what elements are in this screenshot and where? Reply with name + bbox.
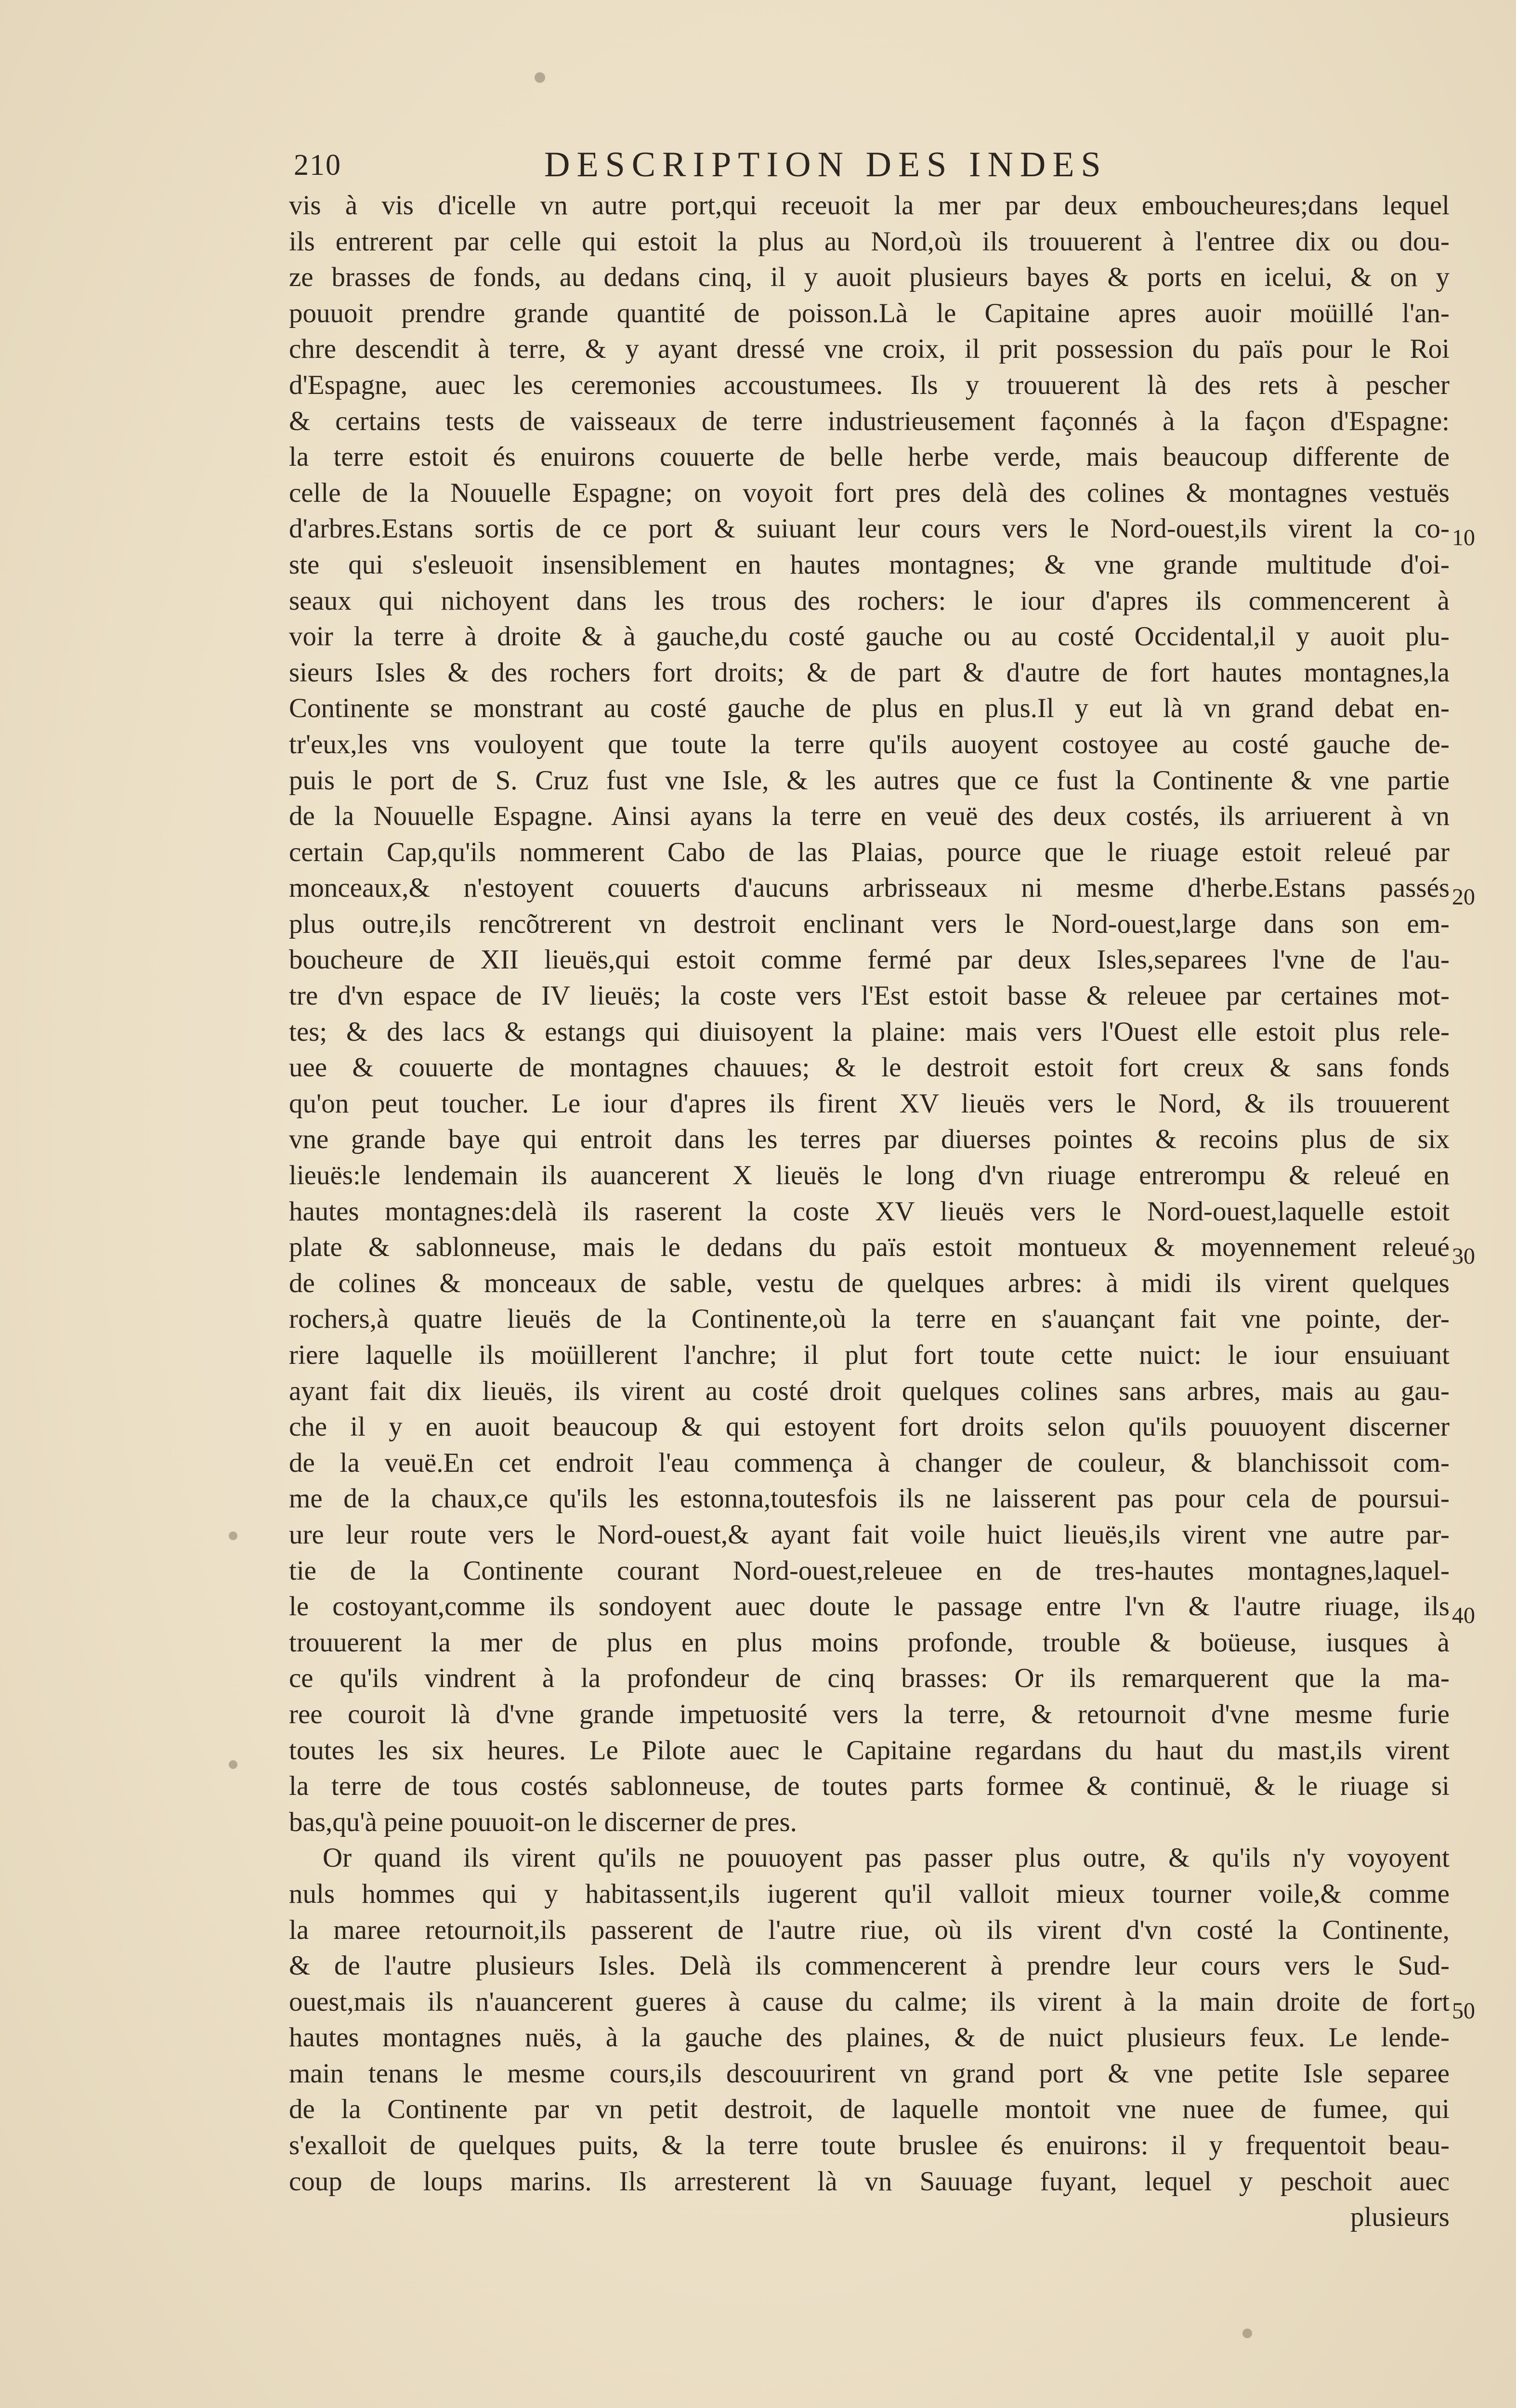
text-line: lieuës:le lendemain ils auancerent X lieuës le long d'vn riuage entrerompu & releué en bbox=[289, 1160, 1450, 1191]
text-line: seaux qui nichoyent dans les trous des rochers: le iour d'apres ils commencerent à bbox=[289, 585, 1450, 616]
text-line: nuls hommes qui y habitassent,ils iugerent qu'il valloit mieux tourner voile,& comme bbox=[289, 1878, 1450, 1909]
text-line: Or quand ils virent qu'ils ne pouuoyent pas passer plus outre, & qu'ils n'y voyoyent bbox=[323, 1843, 1450, 1873]
text-line: la maree retournoit,ils passerent de l'autre riue, où ils virent d'vn costé la Continente, bbox=[289, 1914, 1450, 1945]
text-line: ce qu'ils vindrent à la profondeur de cinq brasses: Or ils remarquerent que la ma- bbox=[289, 1663, 1450, 1694]
margin-line-number: 40 bbox=[1452, 1603, 1475, 1628]
text-line: la terre de tous costés sablonneuse, de toutes parts formee & continuë, & le riuage si bbox=[289, 1771, 1450, 1802]
text-line: qu'on peut toucher. Le iour d'apres ils firent XV lieuës vers le Nord, & ils trouuerent bbox=[289, 1088, 1450, 1119]
text-line: ze brasses de fonds, au dedans cinq, il y auoit plusieurs bayes & ports en icelui, & on y bbox=[289, 262, 1450, 293]
text-line: voir la terre à droite & à gauche,du costé gauche ou au costé Occidental,il y auoit plu- bbox=[289, 621, 1450, 652]
text-line: bas,qu'à peine pouuoit-on le discerner de pres. bbox=[289, 1806, 797, 1837]
text-line: d'arbres.Estans sortis de ce port & suiuant leur cours vers le Nord-ouest,ils virent la co- bbox=[289, 513, 1450, 544]
ink-spot bbox=[1242, 2329, 1252, 2338]
text-line: riere laquelle ils moüillerent l'anchre; il plut fort toute cette nuict: le iour ensuiuant bbox=[289, 1340, 1450, 1370]
text-line: de la veuë.En cet endroit l'eau commença à changer de couleur, & blanchissoit com- bbox=[289, 1447, 1450, 1478]
margin-line-number: 10 bbox=[1452, 525, 1475, 550]
text-line: certain Cap,qu'ils nommerent Cabo de las Plaias, pource que le riuage estoit releué par bbox=[289, 837, 1450, 867]
text-line: uee & couuerte de montagnes chauues; & le destroit estoit fort creux & sans fonds bbox=[289, 1052, 1450, 1083]
text-line: ils entrerent par celle qui estoit la plus au Nord,où ils trouuerent à l'entree dix ou dou- bbox=[289, 226, 1450, 257]
ink-spot bbox=[229, 1531, 237, 1540]
text-line: pouuoit prendre grande quantité de poisson.Là le Capitaine apres auoir moüillé l'an- bbox=[289, 298, 1450, 328]
text-line: la terre estoit és enuirons couuerte de belle herbe verde, mais beaucoup differente de bbox=[289, 442, 1450, 472]
text-line: main tenans le mesme cours,ils descouurirent vn grand port & vne petite Isle separee bbox=[289, 2058, 1450, 2089]
text-line: plus outre,ils rencõtrerent vn destroit enclinant vers le Nord-ouest,large dans son em- bbox=[289, 908, 1450, 939]
page-number: 210 bbox=[294, 149, 341, 182]
ink-spot bbox=[535, 72, 545, 83]
catchword: plusieurs bbox=[1350, 2202, 1450, 2233]
text-line: boucheure de XII lieuës,qui estoit comme fermé par deux Isles,separees l'vne de l'au- bbox=[289, 944, 1450, 975]
text-line: che il y en auoit beaucoup & qui estoyent fort droits selon qu'ils pouuoyent discerner bbox=[289, 1412, 1450, 1442]
text-line: hautes montagnes:delà ils raserent la coste XV lieuës vers le Nord-ouest,laquelle estoit bbox=[289, 1196, 1450, 1227]
text-line: d'Espagne, auec les ceremonies accoustumees. Ils y trouuerent là des rets à pescher bbox=[289, 369, 1450, 400]
text-line: tie de la Continente courant Nord-ouest,releuee en de tres-hautes montagnes,laquel- bbox=[289, 1555, 1450, 1586]
text-line: celle de la Nouuelle Espagne; on voyoit fort pres delà des colines & montagnes vestuës bbox=[289, 477, 1450, 508]
ink-spot bbox=[229, 1760, 237, 1769]
text-line: tre d'vn espace de IV lieuës; la coste vers l'Est estoit basse & releuee par certaines mot- bbox=[289, 981, 1450, 1011]
page-title: DESCRIPTION DES INDES bbox=[544, 145, 1108, 184]
text-line: tr'eux,les vns vouloyent que toute la terre qu'ils auoyent costoyee au costé gauche de- bbox=[289, 729, 1450, 759]
running-head bbox=[294, 144, 1257, 188]
text-line: & de l'autre plusieurs Isles. Delà ils commencerent à prendre leur cours vers le Sud- bbox=[289, 1950, 1450, 1981]
margin-line-number: 20 bbox=[1452, 884, 1475, 910]
text-line: ste qui s'esleuoit insensiblement en hautes montagnes; & vne grande multitude d'oi- bbox=[289, 549, 1450, 580]
text-line: & certains tests de vaisseaux de terre industrieusement façonnés à la façon d'Espagne: bbox=[289, 406, 1450, 436]
text-line: rochers,à quatre lieuës de la Continente,où la terre en s'auançant fait vne pointe, der- bbox=[289, 1304, 1450, 1335]
text-line: ure leur route vers le Nord-ouest,& ayant fait voile huict lieuës,ils virent vne autre par- bbox=[289, 1519, 1450, 1550]
text-line: chre descendit à terre, & y ayant dressé vne croix, il prit possession du païs pour le Roi bbox=[289, 334, 1450, 365]
text-line: s'exalloit de quelques puits, & la terre toute bruslee és enuirons: il y frequentoit beau- bbox=[289, 2130, 1450, 2161]
text-line: ree couroit là d'vne grande impetuosité vers la terre, & retournoit d'vne mesme furie bbox=[289, 1699, 1450, 1729]
margin-line-number: 50 bbox=[1452, 1998, 1475, 2024]
text-line: Continente se monstrant au costé gauche de plus en plus.Il y eut là vn grand debat en- bbox=[289, 693, 1450, 724]
text-line: coup de loups marins. Ils arresterent là vn Sauuage fuyant, lequel y peschoit auec bbox=[289, 2166, 1450, 2197]
text-line: me de la chaux,ce qu'ils les estonna,toutesfois ils ne laisserent pas pour cela de poursui- bbox=[289, 1483, 1450, 1514]
text-line: tes; & des lacs & estangs qui diuisoyent la plaine: mais vers l'Ouest elle estoit plus rele- bbox=[289, 1016, 1450, 1047]
text-line: le costoyant,comme ils sondoyent auec doute le passage entre l'vn & l'autre riuage, ils bbox=[289, 1591, 1450, 1622]
text-line: de colines & monceaux de sable, vestu de quelques arbres: à midi ils virent quelques bbox=[289, 1268, 1450, 1298]
text-line: vne grande baye qui entroit dans les terres par diuerses pointes & recoins plus de six bbox=[289, 1124, 1450, 1155]
body-text bbox=[289, 188, 1450, 2236]
text-line: monceaux,& n'estoyent couuerts d'aucuns arbrisseaux ni mesme d'herbe.Estans passés bbox=[289, 873, 1450, 903]
text-line: plate & sablonneuse, mais le dedans du païs estoit montueux & moyennement releué bbox=[289, 1232, 1450, 1263]
text-line: toutes les six heures. Le Pilote auec le Capitaine regardans du haut du mast,ils virent bbox=[289, 1735, 1450, 1766]
text-line: ouest,mais ils n'auancerent gueres à cause du calme; ils virent à la main droite de fort bbox=[289, 1986, 1450, 2017]
text-line: vis à vis d'icelle vn autre port,qui receuoit la mer par deux emboucheures;dans lequel bbox=[289, 190, 1450, 221]
text-line: trouuerent la mer de plus en plus moins profonde, trouble & boüeuse, iusques à bbox=[289, 1627, 1450, 1658]
text-line: sieurs Isles & des rochers fort droits; & de part & d'autre de fort hautes montagnes,la bbox=[289, 657, 1450, 688]
text-line: de la Continente par vn petit destroit, de laquelle montoit vne nuee de fumee, qui bbox=[289, 2094, 1450, 2125]
text-line: de la Nouuelle Espagne. Ainsi ayans la terre en veuë des deux costés, ils arriuerent à vn bbox=[289, 801, 1450, 832]
text-line: puis le port de S. Cruz fust vne Isle, & les autres que ce fust la Continente & vne partie bbox=[289, 765, 1450, 796]
text-line: ayant fait dix lieuës, ils virent au costé droit quelques colines sans arbres, mais au gau- bbox=[289, 1375, 1450, 1406]
text-line: hautes montagnes nuës, à la gauche des plaines, & de nuict plusieurs feux. Le lende- bbox=[289, 2022, 1450, 2053]
margin-line-number: 30 bbox=[1452, 1243, 1475, 1269]
